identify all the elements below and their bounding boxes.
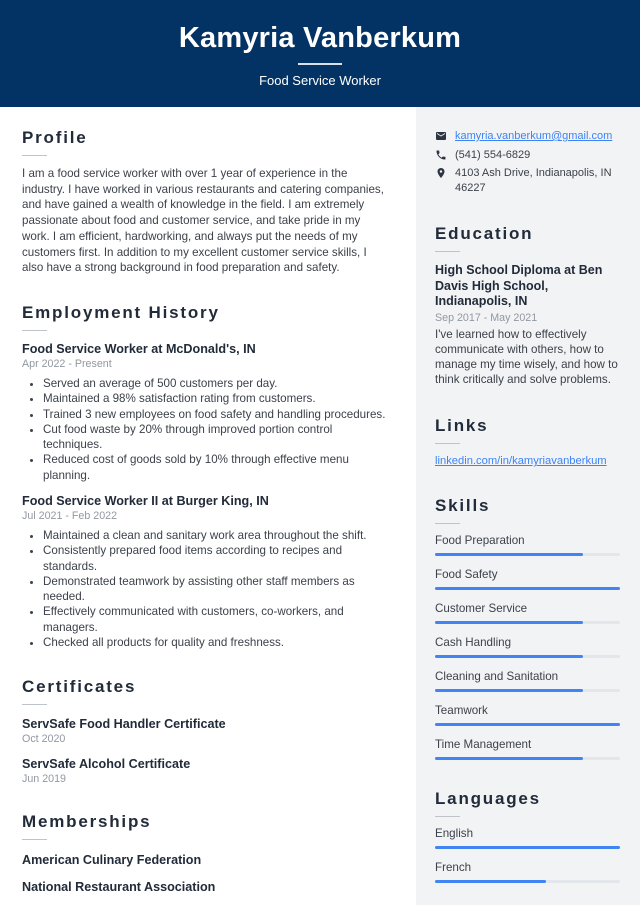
skill-bar-fill [435,655,583,658]
employment-heading: Employment History [22,302,220,322]
education-degree: High School Diploma at Ben Davis High School, Indianapolis, IN [435,263,603,308]
skill-name: Food Preparation [435,534,525,548]
skill-bar-fill [435,757,583,760]
skill-item [435,602,620,624]
memberships-section [22,812,390,894]
skill-name: Customer Service [435,602,528,616]
links-heading: Links [435,416,489,436]
heading-rule [435,816,460,817]
contact-email-row [435,129,620,144]
skill-name: Food Safety [435,568,498,582]
sidebar-column [416,107,640,905]
certificate-title: ServSafe Alcohol Certificate [22,757,191,772]
job-bullet-list [22,528,390,650]
address-text: 4103 Ash Drive, Indianapolis, IN 46227 [455,167,612,194]
skill-bar-fill [435,587,620,590]
skill-name: Cleaning and Sanitation [435,670,559,684]
job-bullet: • Effectively communicated with customers, co-workers, and managers. [43,604,390,635]
education-description: I've learned how to effectively communicate with others, how to manage my time wisely, and how to think critically and solve problems. [435,327,618,387]
languages-section [435,789,620,883]
language-name: English [435,827,474,841]
job-bullet: • Reduced cost of goods sold by 10% through effective menu planning. [43,452,390,483]
certificate-title: ServSafe Food Handler Certificate [22,717,226,732]
job-bullet: • Served an average of 500 customers per day. [43,376,390,391]
language-item [435,861,620,883]
profile-text: I am a food service worker with over 1 year of experience in the industry. I have worked in various restaurants and catering companies, and have gained a wealth of knowledge in the field. I am extremely passionate about food and customer service, and take pride in my work. I am efficient, hardworking, and always put the needs of my customers first. In addition to my excellent customer service skills, I also have a strong background in food preparation and safety. [22,167,384,275]
heading-rule [435,251,460,252]
job-entry [22,342,390,483]
certificate-entry [22,717,390,745]
profile-section [22,128,390,276]
heading-rule [22,155,47,156]
education-dates: Sep 2017 - May 2021 [435,311,538,324]
language-item [435,827,620,849]
contact-address-row [435,166,620,195]
skill-name: Cash Handling [435,636,512,650]
job-title: Food Service Worker II at Burger King, IN [22,494,269,508]
skill-bar-fill [435,689,583,692]
email-link[interactable]: kamyria.vanberkum@gmail.com [455,130,613,142]
skill-bar-fill [435,621,583,624]
envelope-icon [435,130,447,144]
skill-bar-track [435,587,620,590]
education-section [435,224,620,387]
language-name: French [435,861,472,875]
job-bullet: • Cut food waste by 20% through improved portion control techniques. [43,422,390,453]
job-bullet-list [22,376,390,483]
certificates-section [22,677,390,785]
languages-heading: Languages [435,789,541,809]
heading-rule [22,839,47,840]
job-entry [22,494,390,650]
job-bullet: • Maintained a 98% satisfaction rating from customers. [43,391,390,406]
skill-item [435,670,620,692]
job-bullet: • Maintained a clean and sanitary work area throughout the shift. [43,528,390,543]
job-bullet: • Checked all products for quality and freshness. [43,635,390,650]
skills-section [435,496,620,760]
skill-bar-track [435,553,620,556]
heading-rule [435,443,460,444]
heading-rule [435,523,460,524]
heading-rule [22,330,47,331]
skill-bar-track [435,621,620,624]
skill-item [435,738,620,760]
membership-entry: American Culinary Federation [22,853,202,868]
resume-header [0,0,640,107]
content-columns [0,107,640,905]
contact-phone-row [435,148,620,163]
job-bullet: • Demonstrated teamwork by assisting other staff members as needed. [43,574,390,605]
skill-item [435,704,620,726]
links-section [435,416,620,467]
job-bullet: • Consistently prepared food items according to recipes and standards. [43,543,390,574]
job-title: Food Service Worker at McDonald's, IN [22,341,256,356]
contact-block [435,129,620,195]
skill-name: Time Management [435,738,532,752]
skill-item [435,568,620,590]
phone-number: (541) 554-6829 [455,148,531,161]
certificate-date: Oct 2020 [22,733,66,746]
job-dates: Jul 2021 - Feb 2022 [22,510,118,522]
skill-bar-track [435,723,620,726]
header-divider [298,63,342,65]
main-column [0,107,416,905]
skill-bar-track [435,655,620,658]
skills-heading: Skills [435,496,491,516]
linkedin-link[interactable]: linkedin.com/in/kamyriavanberkum [435,455,607,468]
certificate-entry [22,757,390,785]
map-pin-icon [435,167,447,195]
heading-rule [22,704,47,705]
skill-bar-track [435,757,620,760]
language-bar-fill [435,880,546,883]
skill-name: Teamwork [435,704,488,718]
certificate-date: Jun 2019 [22,773,66,786]
skill-item [435,636,620,658]
job-bullet: • Trained 3 new employees on food safety and handling procedures. [43,407,390,422]
education-heading: Education [435,224,534,243]
language-bar-track [435,846,620,849]
membership-entry: National Restaurant Association [22,880,216,895]
profile-heading: Profile [22,128,88,147]
link-entry [435,455,620,467]
skill-item [435,534,620,556]
skill-bar-fill [435,553,583,556]
employment-section [22,303,390,650]
candidate-name: Kamyria Vanberkum [178,21,462,54]
job-dates: Apr 2022 - Present [22,357,112,370]
certificates-heading: Certificates [22,677,137,697]
skill-bar-fill [435,723,620,726]
candidate-job-title: Food Service Worker [259,72,381,88]
memberships-heading: Memberships [22,812,152,832]
language-bar-fill [435,846,620,849]
skill-bar-track [435,689,620,692]
phone-icon [435,149,447,163]
language-bar-track [435,880,620,883]
